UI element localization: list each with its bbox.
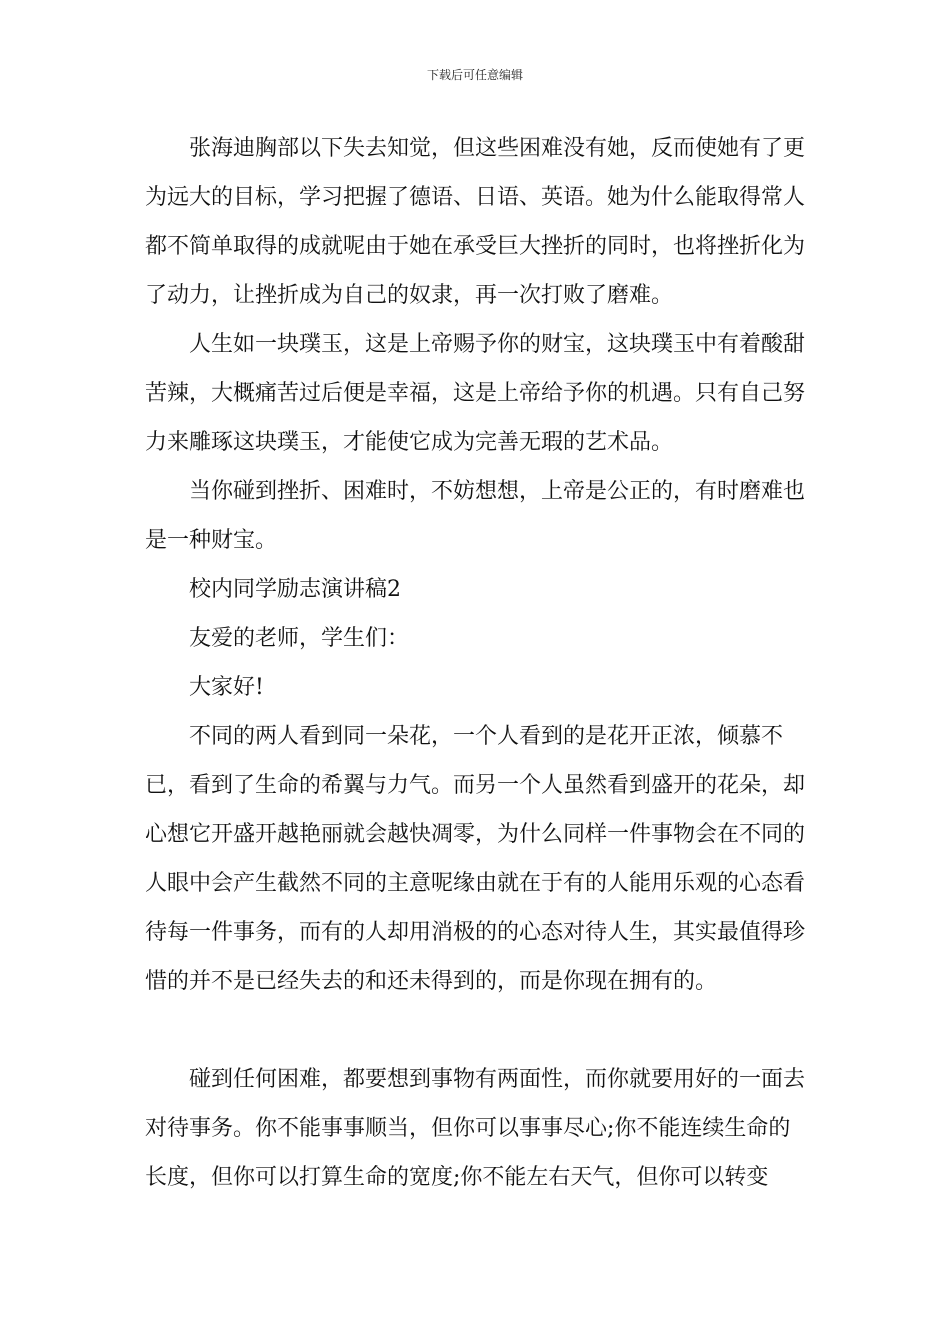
paragraph-4: 不同的两人看到同一朵花，一个人看到的是花开正浓，倾慕不已，看到了生命的希翼与力气。而另一个人虽然看到盛开的花朵，却心想它开盛开越艳丽就会越快凋零，为什么同样一件事物会在不同的人眼中会产生截然不同的主意呢缘由就在于有的人能用乐观的心态看待每一件事务，而有的人却用消极的的心态对待人生，其实最值得珍惜的并不是已经失去的和还未得到的，而是你现在拥有的。 [145,724,806,994]
paragraph-gap [145,1006,807,1055]
paragraph-3: 当你碰到挫折、困难时，不妨想想，上帝是公正的，有时磨难也是一种财宝。 [145,479,806,553]
greeting: 大家好! [189,675,264,700]
paragraph-5: 碰到任何困难，都要想到事物有两面性，而你就要用好的一面去对待事务。你不能事事顺当，但你可以事事尽心;你不能连续生命的长度，但你可以打算生命的宽度;你不能左右天气，但你可以转变 [145,1067,806,1190]
page-header: 下载后可任意编辑 [426,68,523,82]
paragraph-1: 张海迪胸部以下失去知觉，但这些困难没有她，反而使她有了更为远大的目标，学习把握了德语、日语、英语。她为什么能取得常人都不简单取得的成就呢由于她在承受巨大挫折的同时，也将挫折化为了动力，让挫折成为自己的奴隶，再一次打败了磨难。 [145,136,806,308]
paragraph-2: 人生如一块璞玉，这是上帝赐予你的财宝，这块璞玉中有着酸甜苦辣，大概痛苦过后便是幸福，这是上帝给予你的机遇。只有自己努力来雕琢这块璞玉，才能使它成为完善无瑕的艺术品。 [145,332,806,455]
section-title: 校内同学励志演讲稿2 [189,577,401,602]
salutation: 友爱的老师，学生们： [189,626,410,651]
document-body [145,124,807,1202]
